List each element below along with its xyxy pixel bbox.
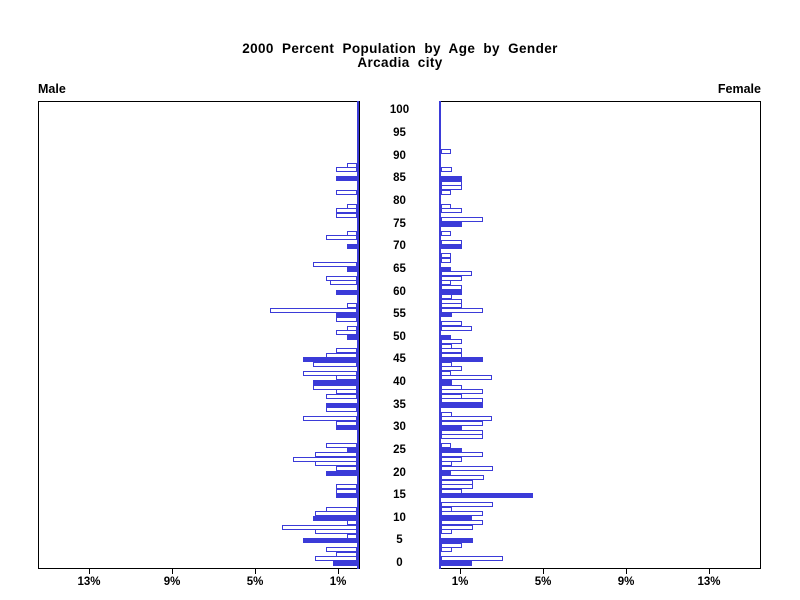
age-tick-label-90: 90 <box>393 150 406 162</box>
female-bar-age-23 <box>441 457 462 462</box>
female-bar-age-82 <box>441 190 451 195</box>
male-bar-age-60 <box>336 290 357 295</box>
male-tick-label-13pct: 13% <box>77 576 101 588</box>
male-bar-age-85 <box>336 176 357 181</box>
male-bar-age-2 <box>336 552 357 557</box>
male-bar-age-70 <box>347 244 357 249</box>
male-bar-age-3 <box>326 547 357 552</box>
male-bar-age-65 <box>347 267 357 272</box>
male-bar-age-50 <box>347 335 357 340</box>
age-tick-label-35: 35 <box>393 399 406 411</box>
male-bar-age-17 <box>336 484 357 489</box>
male-bar-age-6 <box>347 534 357 539</box>
male-bar-age-21 <box>336 466 357 471</box>
male-tick-label-1pct: 1% <box>329 576 347 588</box>
male-tick-label-5pct: 5% <box>246 576 264 588</box>
female-tick-5pct <box>543 569 544 574</box>
male-bar-age-46 <box>326 353 357 358</box>
male-bar-age-52 <box>347 326 357 331</box>
female-bar-age-61 <box>441 285 462 290</box>
male-bar-age-39 <box>313 385 357 390</box>
age-tick-label-60: 60 <box>393 286 406 298</box>
male-bar-age-44 <box>313 362 357 367</box>
female-bar-age-65 <box>441 267 451 272</box>
chart-title: 2000 Percent Population by Age by Gender <box>242 41 558 56</box>
male-bar-age-82 <box>336 190 357 195</box>
female-tick-label-9pct: 9% <box>617 576 635 588</box>
male-bar-age-12 <box>326 507 357 512</box>
male-bar-age-25 <box>347 448 357 453</box>
female-bar-age-63 <box>441 276 462 281</box>
male-bar-age-20 <box>326 471 357 476</box>
female-tick-9pct <box>626 569 627 574</box>
age-tick-label-40: 40 <box>393 376 406 388</box>
male-bar-age-47 <box>336 348 357 353</box>
male-bar-age-54 <box>336 317 357 322</box>
female-bar-age-20 <box>441 471 451 476</box>
age-tick-label-30: 30 <box>393 421 406 433</box>
female-tick-13pct <box>709 569 710 574</box>
female-bar-age-67 <box>441 258 451 263</box>
male-bar-age-37 <box>326 394 357 399</box>
age-tick-label-45: 45 <box>393 353 406 365</box>
male-bar-age-40 <box>313 380 357 385</box>
female-bar-age-60 <box>441 290 462 295</box>
male-tick-13pct <box>89 569 90 574</box>
female-bar-age-31 <box>441 421 483 426</box>
female-bar-age-0 <box>441 561 472 566</box>
female-plot-area <box>439 101 761 569</box>
female-bar-age-84 <box>441 181 462 186</box>
female-bar-age-37 <box>441 394 462 399</box>
male-bar-age-16 <box>336 489 357 494</box>
female-bar-age-42 <box>441 371 451 376</box>
female-bar-age-87 <box>441 167 452 172</box>
female-bar-age-71 <box>441 240 462 245</box>
female-bar-age-56 <box>441 308 483 313</box>
age-tick-label-15: 15 <box>393 489 406 501</box>
male-tick-1pct <box>338 569 339 574</box>
male-bar-age-42 <box>303 371 357 376</box>
female-bar-age-1 <box>441 556 503 561</box>
male-bar-age-73 <box>347 231 357 236</box>
male-bar-age-66 <box>313 262 357 267</box>
female-bar-age-25 <box>441 448 462 453</box>
female-bar-age-75 <box>441 222 462 227</box>
female-bar-age-21 <box>441 466 493 471</box>
female-bar-age-33 <box>441 412 452 417</box>
male-panel-label: Male <box>38 82 66 96</box>
female-bar-age-91 <box>441 149 451 154</box>
age-tick-label-0: 0 <box>396 557 403 569</box>
female-bar-age-13 <box>441 502 493 507</box>
age-tick-label-20: 20 <box>393 467 406 479</box>
female-bar-age-40 <box>441 380 452 385</box>
male-bar-age-35 <box>326 403 357 408</box>
male-zero-axis-line <box>357 101 359 569</box>
age-tick-label-100: 100 <box>389 104 410 116</box>
age-tick-label-10: 10 <box>393 512 406 524</box>
age-tick-label-50: 50 <box>393 331 406 343</box>
age-tick-label-5: 5 <box>396 534 403 546</box>
female-bar-age-44 <box>441 362 452 367</box>
female-bar-age-18 <box>441 480 473 485</box>
female-bar-age-68 <box>441 253 451 258</box>
age-tick-label-65: 65 <box>393 263 406 275</box>
male-bar-age-63 <box>326 276 357 281</box>
male-bar-age-56 <box>270 308 357 313</box>
male-bar-age-79 <box>347 204 357 209</box>
age-tick-label-70: 70 <box>393 240 406 252</box>
female-bar-age-76 <box>441 217 483 222</box>
female-tick-1pct <box>460 569 461 574</box>
female-panel-label: Female <box>717 82 761 96</box>
female-bar-age-16 <box>441 489 462 494</box>
female-bar-age-10 <box>441 516 472 521</box>
female-bar-age-29 <box>441 430 483 435</box>
male-bar-age-0 <box>333 561 357 566</box>
female-bar-age-26 <box>441 443 451 448</box>
female-tick-label-1pct: 1% <box>451 576 469 588</box>
male-bar-age-88 <box>347 163 357 168</box>
male-bar-age-8 <box>282 525 357 530</box>
female-tick-label-5pct: 5% <box>534 576 552 588</box>
age-tick-label-85: 85 <box>393 172 406 184</box>
chart-subtitle: Arcadia city <box>357 55 443 70</box>
female-bar-age-8 <box>441 525 473 530</box>
female-bar-age-5 <box>441 538 473 543</box>
male-bar-age-77 <box>336 213 357 218</box>
female-bar-age-85 <box>441 176 462 181</box>
male-bar-age-32 <box>303 416 357 421</box>
age-tick-label-55: 55 <box>393 308 406 320</box>
female-bar-age-52 <box>441 326 472 331</box>
female-bar-age-4 <box>441 543 462 548</box>
age-tick-label-25: 25 <box>393 444 406 456</box>
male-tick-label-9pct: 9% <box>163 576 181 588</box>
female-bar-age-35 <box>441 403 483 408</box>
male-bar-age-23 <box>293 457 357 462</box>
female-bar-age-58 <box>441 299 462 304</box>
female-bar-age-39 <box>441 385 462 390</box>
male-tick-5pct <box>255 569 256 574</box>
male-plot-area <box>38 101 360 569</box>
female-bar-age-53 <box>441 321 462 326</box>
female-bar-age-73 <box>441 231 451 236</box>
female-bar-age-12 <box>441 507 452 512</box>
male-bar-age-31 <box>336 421 357 426</box>
age-tick-label-75: 75 <box>393 218 406 230</box>
female-bar-age-46 <box>441 353 462 358</box>
female-bar-age-50 <box>441 335 451 340</box>
male-bar-age-26 <box>326 443 357 448</box>
age-tick-label-95: 95 <box>393 127 406 139</box>
male-tick-9pct <box>172 569 173 574</box>
female-bar-age-79 <box>441 204 451 209</box>
male-bar-age-57 <box>347 303 357 308</box>
age-tick-label-80: 80 <box>393 195 406 207</box>
male-bar-age-10 <box>313 516 357 521</box>
female-tick-label-13pct: 13% <box>697 576 721 588</box>
female-bar-age-48 <box>441 344 452 349</box>
